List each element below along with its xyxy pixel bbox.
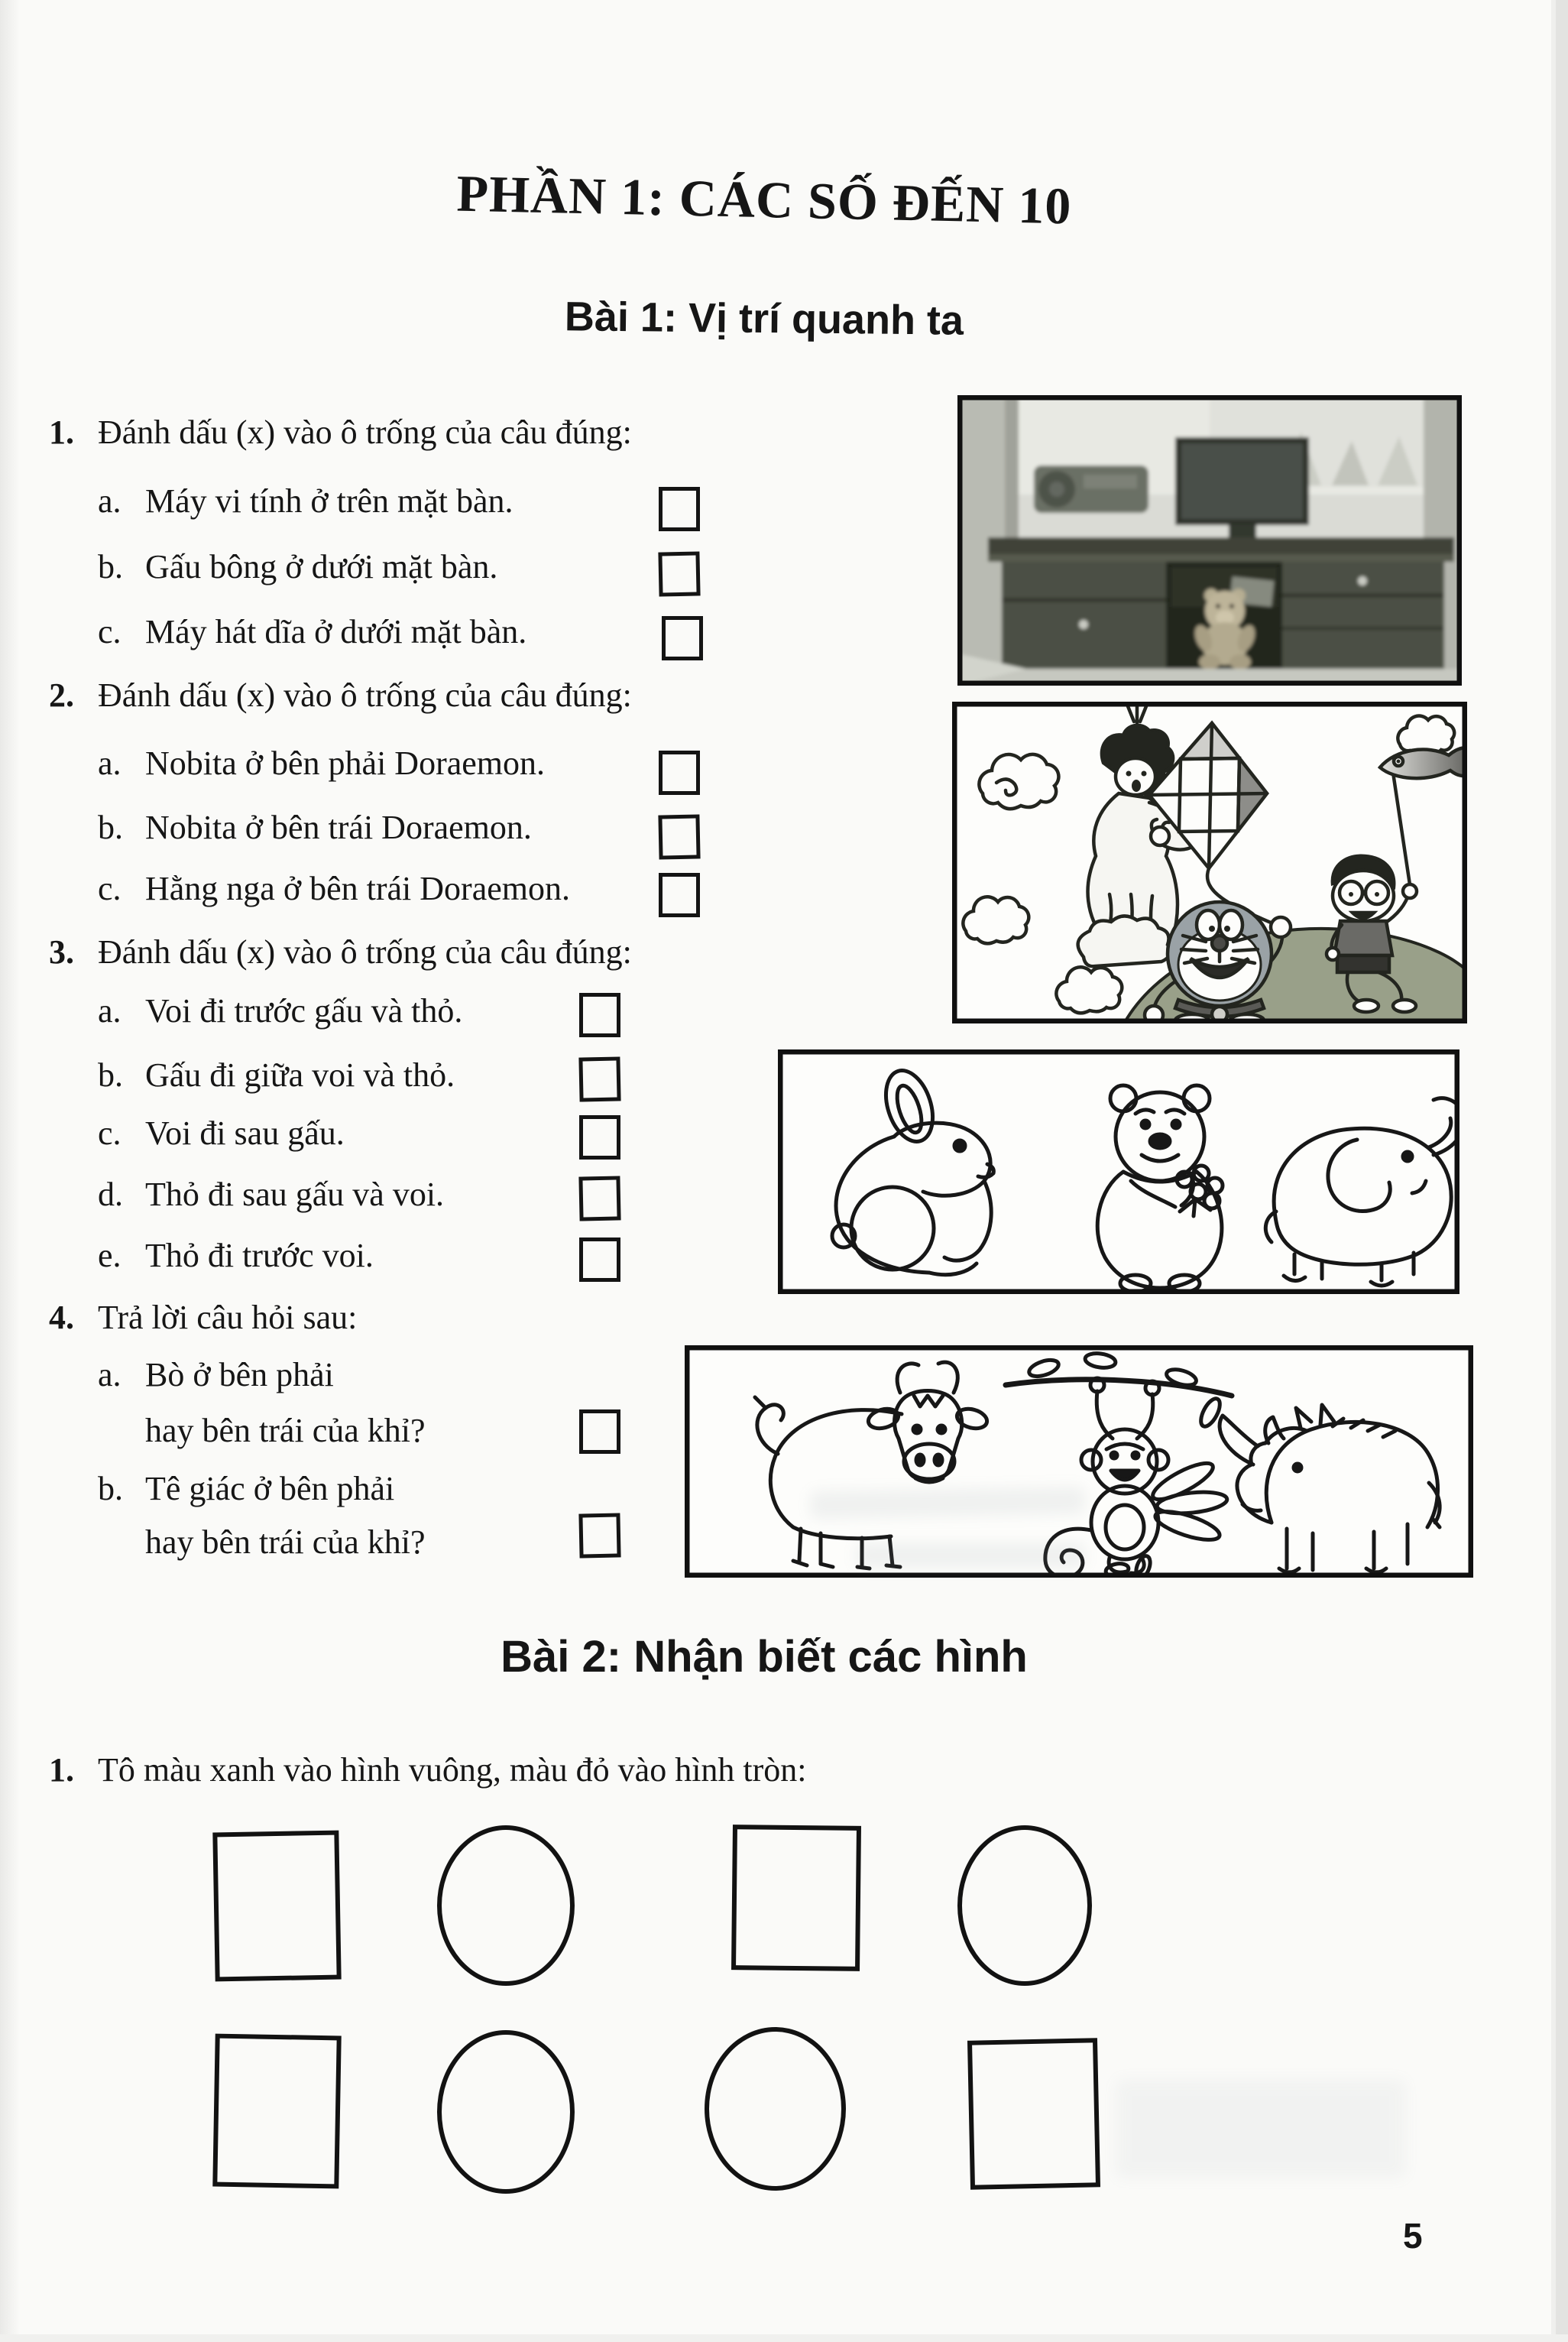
scan-edge-right — [1556, 0, 1568, 2342]
answer-checkbox-3d[interactable] — [578, 1176, 620, 1221]
colorable-square-1[interactable] — [212, 1831, 341, 1982]
exercise-4-prompt: 4. Trả lời câu hỏi sau: — [49, 1299, 358, 1336]
colorable-circle-2[interactable] — [957, 1825, 1092, 1986]
answer-checkbox-2a[interactable] — [659, 751, 700, 795]
exercise-2-item-a: a. Nobita ở bên phải Doraemon. — [98, 744, 546, 782]
colorable-square-2[interactable] — [731, 1825, 861, 1971]
exercise-2-prompt: 2. Đánh dấu (x) vào ô trống của câu đúng: — [49, 676, 632, 714]
answer-checkbox-3a[interactable] — [579, 993, 620, 1037]
exercise-1-prompt — [49, 413, 632, 452]
colorable-circle-1[interactable] — [437, 1825, 575, 1986]
exercise-3-item-a: a. Voi đi trước gấu và thỏ. — [98, 992, 463, 1030]
photo-content — [957, 395, 1462, 686]
colorable-circle-4[interactable] — [705, 2027, 846, 2191]
exercise-4-item-a-line1: a. Bò ở bên phải — [98, 1356, 334, 1393]
answer-checkbox-2b[interactable] — [658, 814, 700, 859]
colorable-circle-3[interactable] — [437, 2030, 575, 2194]
exercise-2-item-b: b. Nobita ở bên trái Doraemon. — [98, 809, 532, 846]
scan-edge-left — [0, 0, 20, 2342]
mouth — [1353, 913, 1374, 918]
lesson-2-title: Bài 2: Nhận biết các hình — [501, 1632, 1028, 1682]
exercise-1-item-a: a. Máy vi tính ở trên mặt bàn. — [98, 482, 513, 520]
answer-checkbox-2c[interactable] — [659, 873, 700, 917]
colorable-square-4[interactable] — [967, 2038, 1100, 2190]
exercise-3-prompt: 3. Đánh dấu (x) vào ô trống của câu đúng: — [49, 933, 632, 971]
figure-desk-photo — [957, 395, 1462, 686]
figure-doraemon-cartoon — [952, 702, 1467, 1023]
answer-checkbox-3c[interactable] — [579, 1115, 620, 1160]
exercise-2-item-c: c. Hằng nga ở bên trái Doraemon. — [98, 870, 570, 907]
exercise-1-number: 1. — [49, 414, 74, 451]
answer-checkbox-1c[interactable] — [662, 616, 703, 660]
scan-bleed-artifact — [1116, 2079, 1406, 2178]
scan-bleed-artifact — [856, 1542, 1085, 1568]
exercise-4-item-b-line1: b. Tê giác ở bên phải — [98, 1470, 395, 1507]
figure-rabbit-bear-elephant — [778, 1049, 1459, 1294]
exercise-3-item-b: b. Gấu đi giữa voi và thỏ. — [98, 1056, 455, 1094]
exercise-4-item-a-line2: hay bên trái của khỉ? — [145, 1412, 426, 1449]
part-title: PHẦN 1: CÁC SỐ ĐẾN 10 — [455, 164, 1073, 235]
exercise-3-item-d: d. Thỏ đi sau gấu và voi. — [98, 1176, 445, 1213]
scan-bleed-artifact — [810, 1487, 1086, 1519]
page-number: 5 — [1403, 2216, 1423, 2256]
exercise-3-item-e: e. Thỏ đi trước voi. — [98, 1237, 374, 1274]
answer-checkbox-1b[interactable] — [658, 551, 700, 596]
exercise-1-item-b: b. Gấu bông ở dưới mặt bàn. — [98, 548, 498, 586]
answer-checkbox-4b[interactable] — [578, 1513, 620, 1558]
stereo-boombox — [1034, 465, 1148, 513]
answer-checkbox-4a[interactable] — [579, 1409, 620, 1454]
exercise-4-item-b-line2: hay bên trái của khỉ? — [145, 1523, 426, 1561]
answer-checkbox-3b[interactable] — [578, 1056, 620, 1101]
answer-checkbox-1a[interactable] — [659, 487, 700, 531]
answer-checkbox-3e[interactable] — [579, 1237, 620, 1282]
exercise-1-prompt-text: Đánh dấu (x) vào ô trống của câu đúng: — [98, 414, 632, 451]
computer-monitor — [1175, 437, 1309, 537]
exercise-1-item-c: c. Máy hát dĩa ở dưới mặt bàn. — [98, 613, 527, 650]
shorts — [1337, 955, 1389, 972]
exercise-3-item-c: c. Voi đi sau gấu. — [98, 1114, 345, 1152]
lesson-1-title: Bài 1: Vị trí quanh ta — [564, 294, 964, 344]
scan-edge-bottom — [0, 2334, 1568, 2342]
colorable-square-3[interactable] — [212, 2034, 341, 2189]
lesson2-exercise-1-prompt: 1. Tô màu xanh vào hình vuông, màu đỏ vào hình tròn: — [49, 1751, 807, 1789]
